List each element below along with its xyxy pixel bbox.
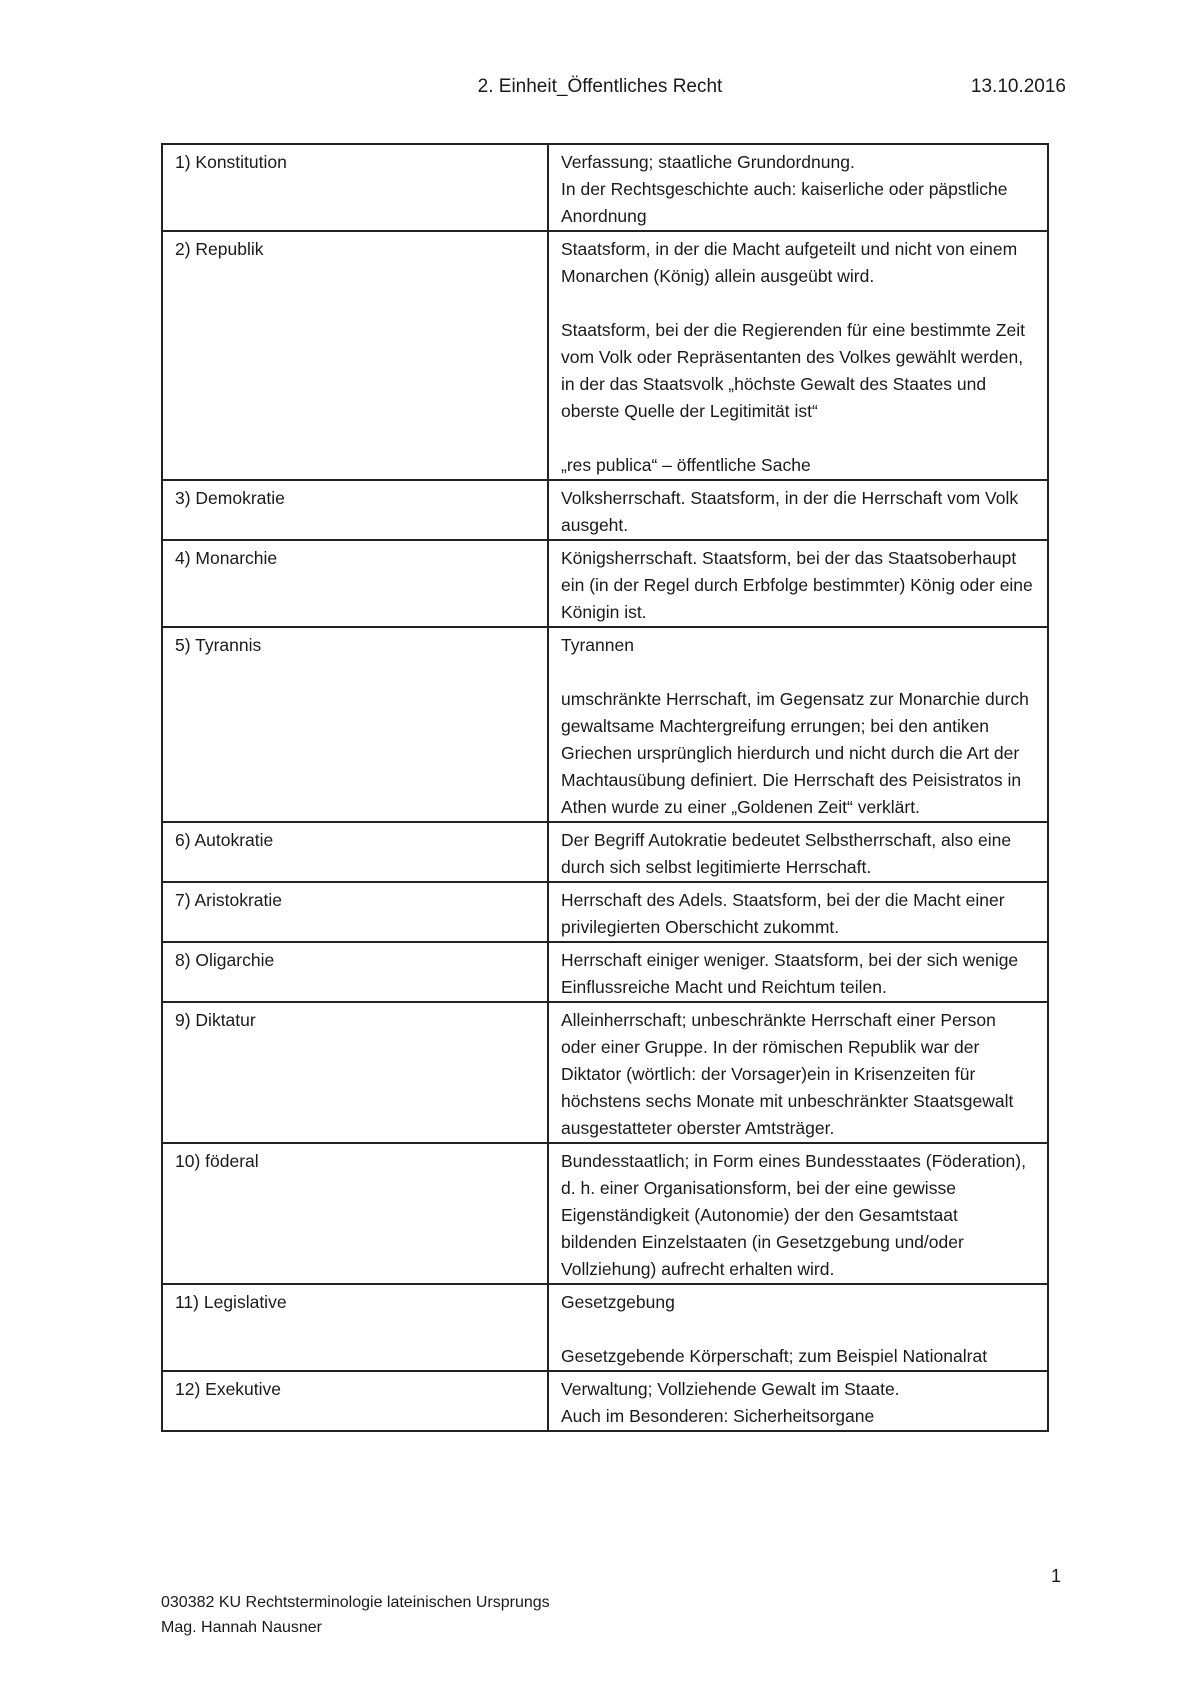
definition-cell: [548, 480, 1048, 540]
paragraph-spacer: [561, 659, 1035, 686]
term-cell: 10) föderal: [162, 1143, 548, 1284]
definition-paragraph: Staatsform, in der die Macht aufgeteilt und nicht von einem Monarchen (König) allein ausgeübt wird.: [561, 239, 1018, 286]
definition-paragraph: Königsherrschaft. Staatsform, bei der das Staatsoberhaupt ein (in der Regel durch Erbfolge bestimmter) König oder eine Königin ist.: [561, 548, 1033, 622]
term-cell: 9) Diktatur: [162, 1002, 548, 1143]
definition-cell: [548, 882, 1048, 942]
term-cell: 11) Legislative: [162, 1284, 548, 1371]
definition-cell: [548, 1371, 1048, 1431]
terminology-table-body: [162, 144, 1048, 1431]
table-row: [162, 480, 1048, 540]
definition-cell: [548, 231, 1048, 480]
definition-cell: [548, 1002, 1048, 1143]
definition-cell: [548, 627, 1048, 822]
terminology-table: [161, 143, 1049, 1432]
term-cell: 3) Demokratie: [162, 480, 548, 540]
definition-paragraph: Tyrannen: [561, 635, 634, 655]
definition-paragraph: Volksherrschaft. Staatsform, in der die Herrschaft vom Volk ausgeht.: [561, 488, 1019, 535]
definition-paragraph: In der Rechtsgeschichte auch: kaiserliche oder päpstliche Anordnung: [561, 179, 1008, 226]
definition-paragraph: Herrschaft des Adels. Staatsform, bei der die Macht einer privilegierten Oberschicht zukommt.: [561, 890, 1005, 937]
term-cell: 12) Exekutive: [162, 1371, 548, 1431]
page-footer: [161, 1590, 550, 1640]
term-cell: 7) Aristokratie: [162, 882, 548, 942]
term-cell: 2) Republik: [162, 231, 548, 480]
footer-author: Mag. Hannah Nausner: [161, 1619, 322, 1636]
term-cell: 5) Tyrannis: [162, 627, 548, 822]
paragraph-spacer: [561, 290, 1035, 317]
table-row: [162, 1371, 1048, 1431]
term-cell: 6) Autokratie: [162, 822, 548, 882]
definition-cell: [548, 540, 1048, 627]
term-cell: 8) Oligarchie: [162, 942, 548, 1002]
definition-paragraph: Verwaltung; Vollziehende Gewalt im Staate.: [561, 1379, 900, 1399]
definition-paragraph: Herrschaft einiger weniger. Staatsform, bei der sich wenige Einflussreiche Macht und Reichtum teilen.: [561, 950, 1019, 997]
definition-cell: [548, 1143, 1048, 1284]
page-number: 1: [1050, 1566, 1061, 1586]
table-row: [162, 942, 1048, 1002]
definition-cell: [548, 822, 1048, 882]
table-row: [162, 1143, 1048, 1284]
definition-paragraph: Alleinherrschaft; unbeschränkte Herrschaft einer Person oder einer Gruppe. In der römischen Republik war der Diktator (wörtlich: der Vorsager)ein in Krisenzeiten für höchstens sechs Monate mit unbeschränkter Staatsgewalt ausgestatteter oberster Amtsträger.: [561, 1010, 1014, 1138]
term-cell: 4) Monarchie: [162, 540, 548, 627]
definition-paragraph: Gesetzgebende Körperschaft; zum Beispiel Nationalrat: [561, 1346, 988, 1366]
table-row: [162, 1284, 1048, 1371]
definition-paragraph: umschränkte Herrschaft, im Gegensatz zur Monarchie durch gewaltsame Machtergreifung errungen; bei den antiken Griechen ursprünglich hierdurch und nicht durch die Art der Machtausübung definiert. Die Herrschaft des Peisistratos in Athen wurde zu einer „Goldenen Zeit“ verklärt.: [561, 689, 1029, 817]
definition-paragraph: Auch im Besonderen: Sicherheitsorgane: [561, 1406, 875, 1426]
definition-paragraph: Bundesstaatlich; in Form eines Bundesstaates (Föderation), d. h. einer Organisationsform, bei der eine gewisse Eigenständigkeit (Autonomie) der den Gesamtstaat bildenden Einzelstaaten (in Gesetzgebung und/oder Vollziehung) aufrecht erhalten wird.: [561, 1151, 1026, 1279]
table-row: [162, 231, 1048, 480]
definition-paragraph: „res publica“ – öffentliche Sache: [561, 455, 811, 475]
definition-cell: [548, 1284, 1048, 1371]
table-row: [162, 144, 1048, 231]
definition-paragraph: Gesetzgebung: [561, 1292, 675, 1312]
definition-paragraph: Staatsform, bei der die Regierenden für eine bestimmte Zeit vom Volk oder Repräsentanten des Volkes gewählt werden, in der das Staatsvolk „höchste Gewalt des Staates und oberste Quelle der Legitimität ist“: [561, 320, 1025, 421]
definition-paragraph: Der Begriff Autokratie bedeutet Selbstherrschaft, also eine durch sich selbst legitimierte Herrschaft.: [561, 830, 1012, 877]
definition-cell: [548, 144, 1048, 231]
paragraph-spacer: [561, 1316, 1035, 1343]
term-cell: 1) Konstitution: [162, 144, 548, 231]
table-row: [162, 1002, 1048, 1143]
table-row: [162, 822, 1048, 882]
table-row: [162, 627, 1048, 822]
header-date: 13.10.2016: [970, 76, 1066, 97]
definition-paragraph: Verfassung; staatliche Grundordnung.: [561, 152, 855, 172]
paragraph-spacer: [561, 425, 1035, 452]
table-row: [162, 882, 1048, 942]
table-row: [162, 540, 1048, 627]
definition-cell: [548, 942, 1048, 1002]
footer-course: 030382 KU Rechtsterminologie lateinischen Ursprungs: [161, 1594, 550, 1611]
header-title: 2. Einheit_Öffentliches Recht: [477, 76, 723, 97]
